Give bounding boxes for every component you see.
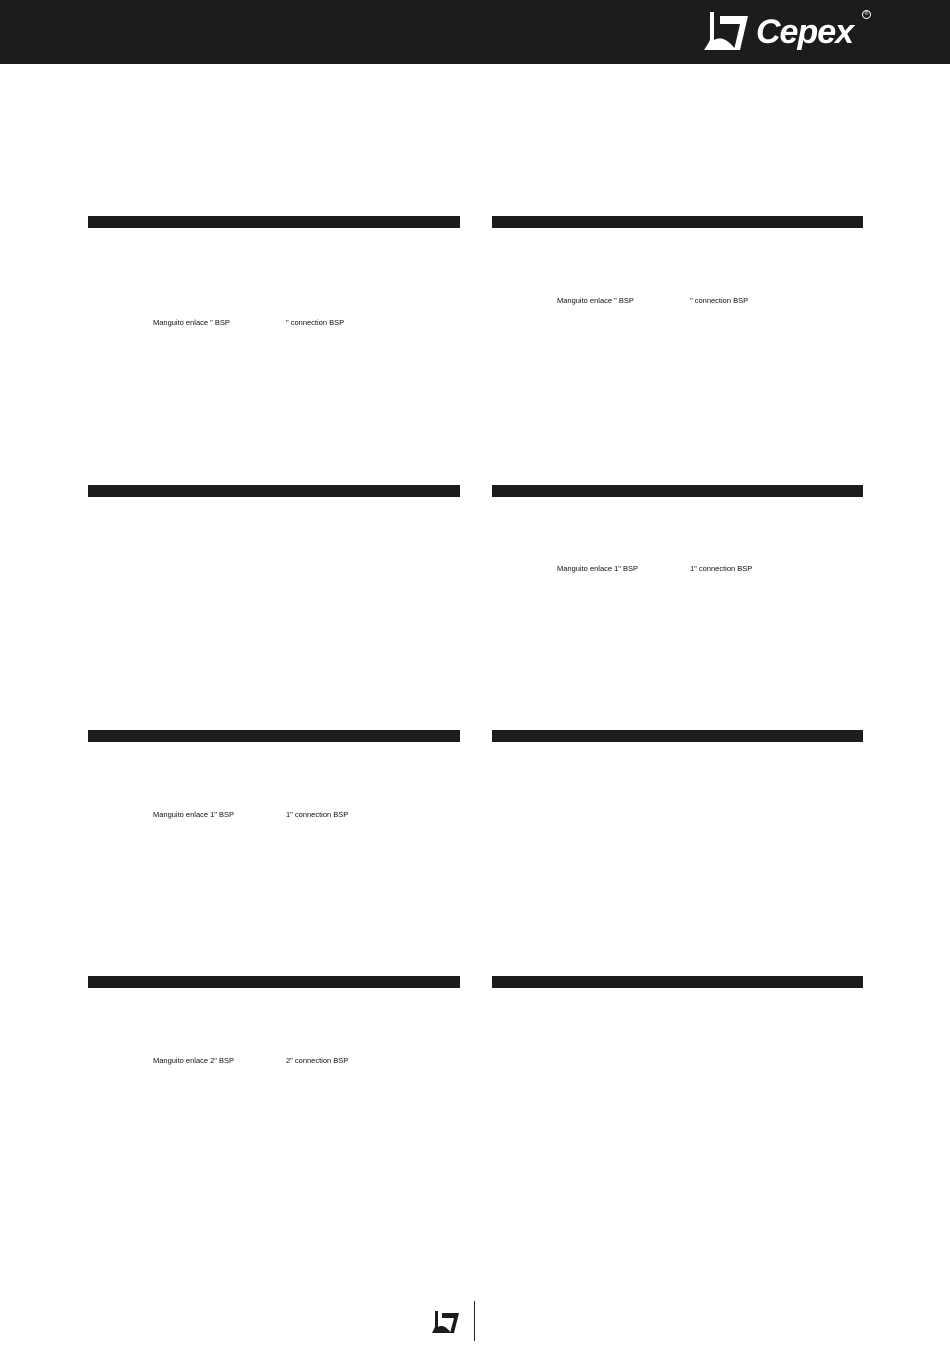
section-1-spanish-label: Manguito enlace " BSP — [153, 318, 230, 327]
footer-logo-icon — [431, 1309, 461, 1335]
section-bar-1 — [88, 216, 460, 228]
section-7-english-label: 2" connection BSP — [286, 1056, 349, 1065]
section-2-english-label: " connection BSP — [690, 296, 749, 305]
section-bar-4 — [492, 485, 863, 497]
section-1-english-label: " connection BSP — [286, 318, 345, 327]
cepex-logo-icon — [702, 10, 752, 54]
registered-mark: ® — [862, 10, 871, 19]
section-5-english-label: 1" connection BSP — [286, 810, 349, 819]
section-bar-3 — [88, 485, 460, 497]
logo-wordmark: Cepex — [756, 13, 854, 51]
section-bar-8 — [492, 976, 863, 988]
section-bar-5 — [88, 730, 460, 742]
section-bar-7 — [88, 976, 460, 988]
cepex-logo — [700, 8, 875, 56]
section-5-spanish-label: Manguito enlace 1" BSP — [153, 810, 235, 819]
page-header — [0, 0, 950, 64]
section-bar-6 — [492, 730, 863, 742]
section-bar-2 — [492, 216, 863, 228]
footer-divider — [474, 1301, 475, 1341]
section-4-spanish-label: Manguito enlace 1" BSP — [557, 564, 639, 573]
section-2-spanish-label: Manguito enlace " BSP — [557, 296, 634, 305]
section-7-spanish-label: Manguito enlace 2" BSP — [153, 1056, 235, 1065]
section-4-english-label: 1" connection BSP — [690, 564, 753, 573]
